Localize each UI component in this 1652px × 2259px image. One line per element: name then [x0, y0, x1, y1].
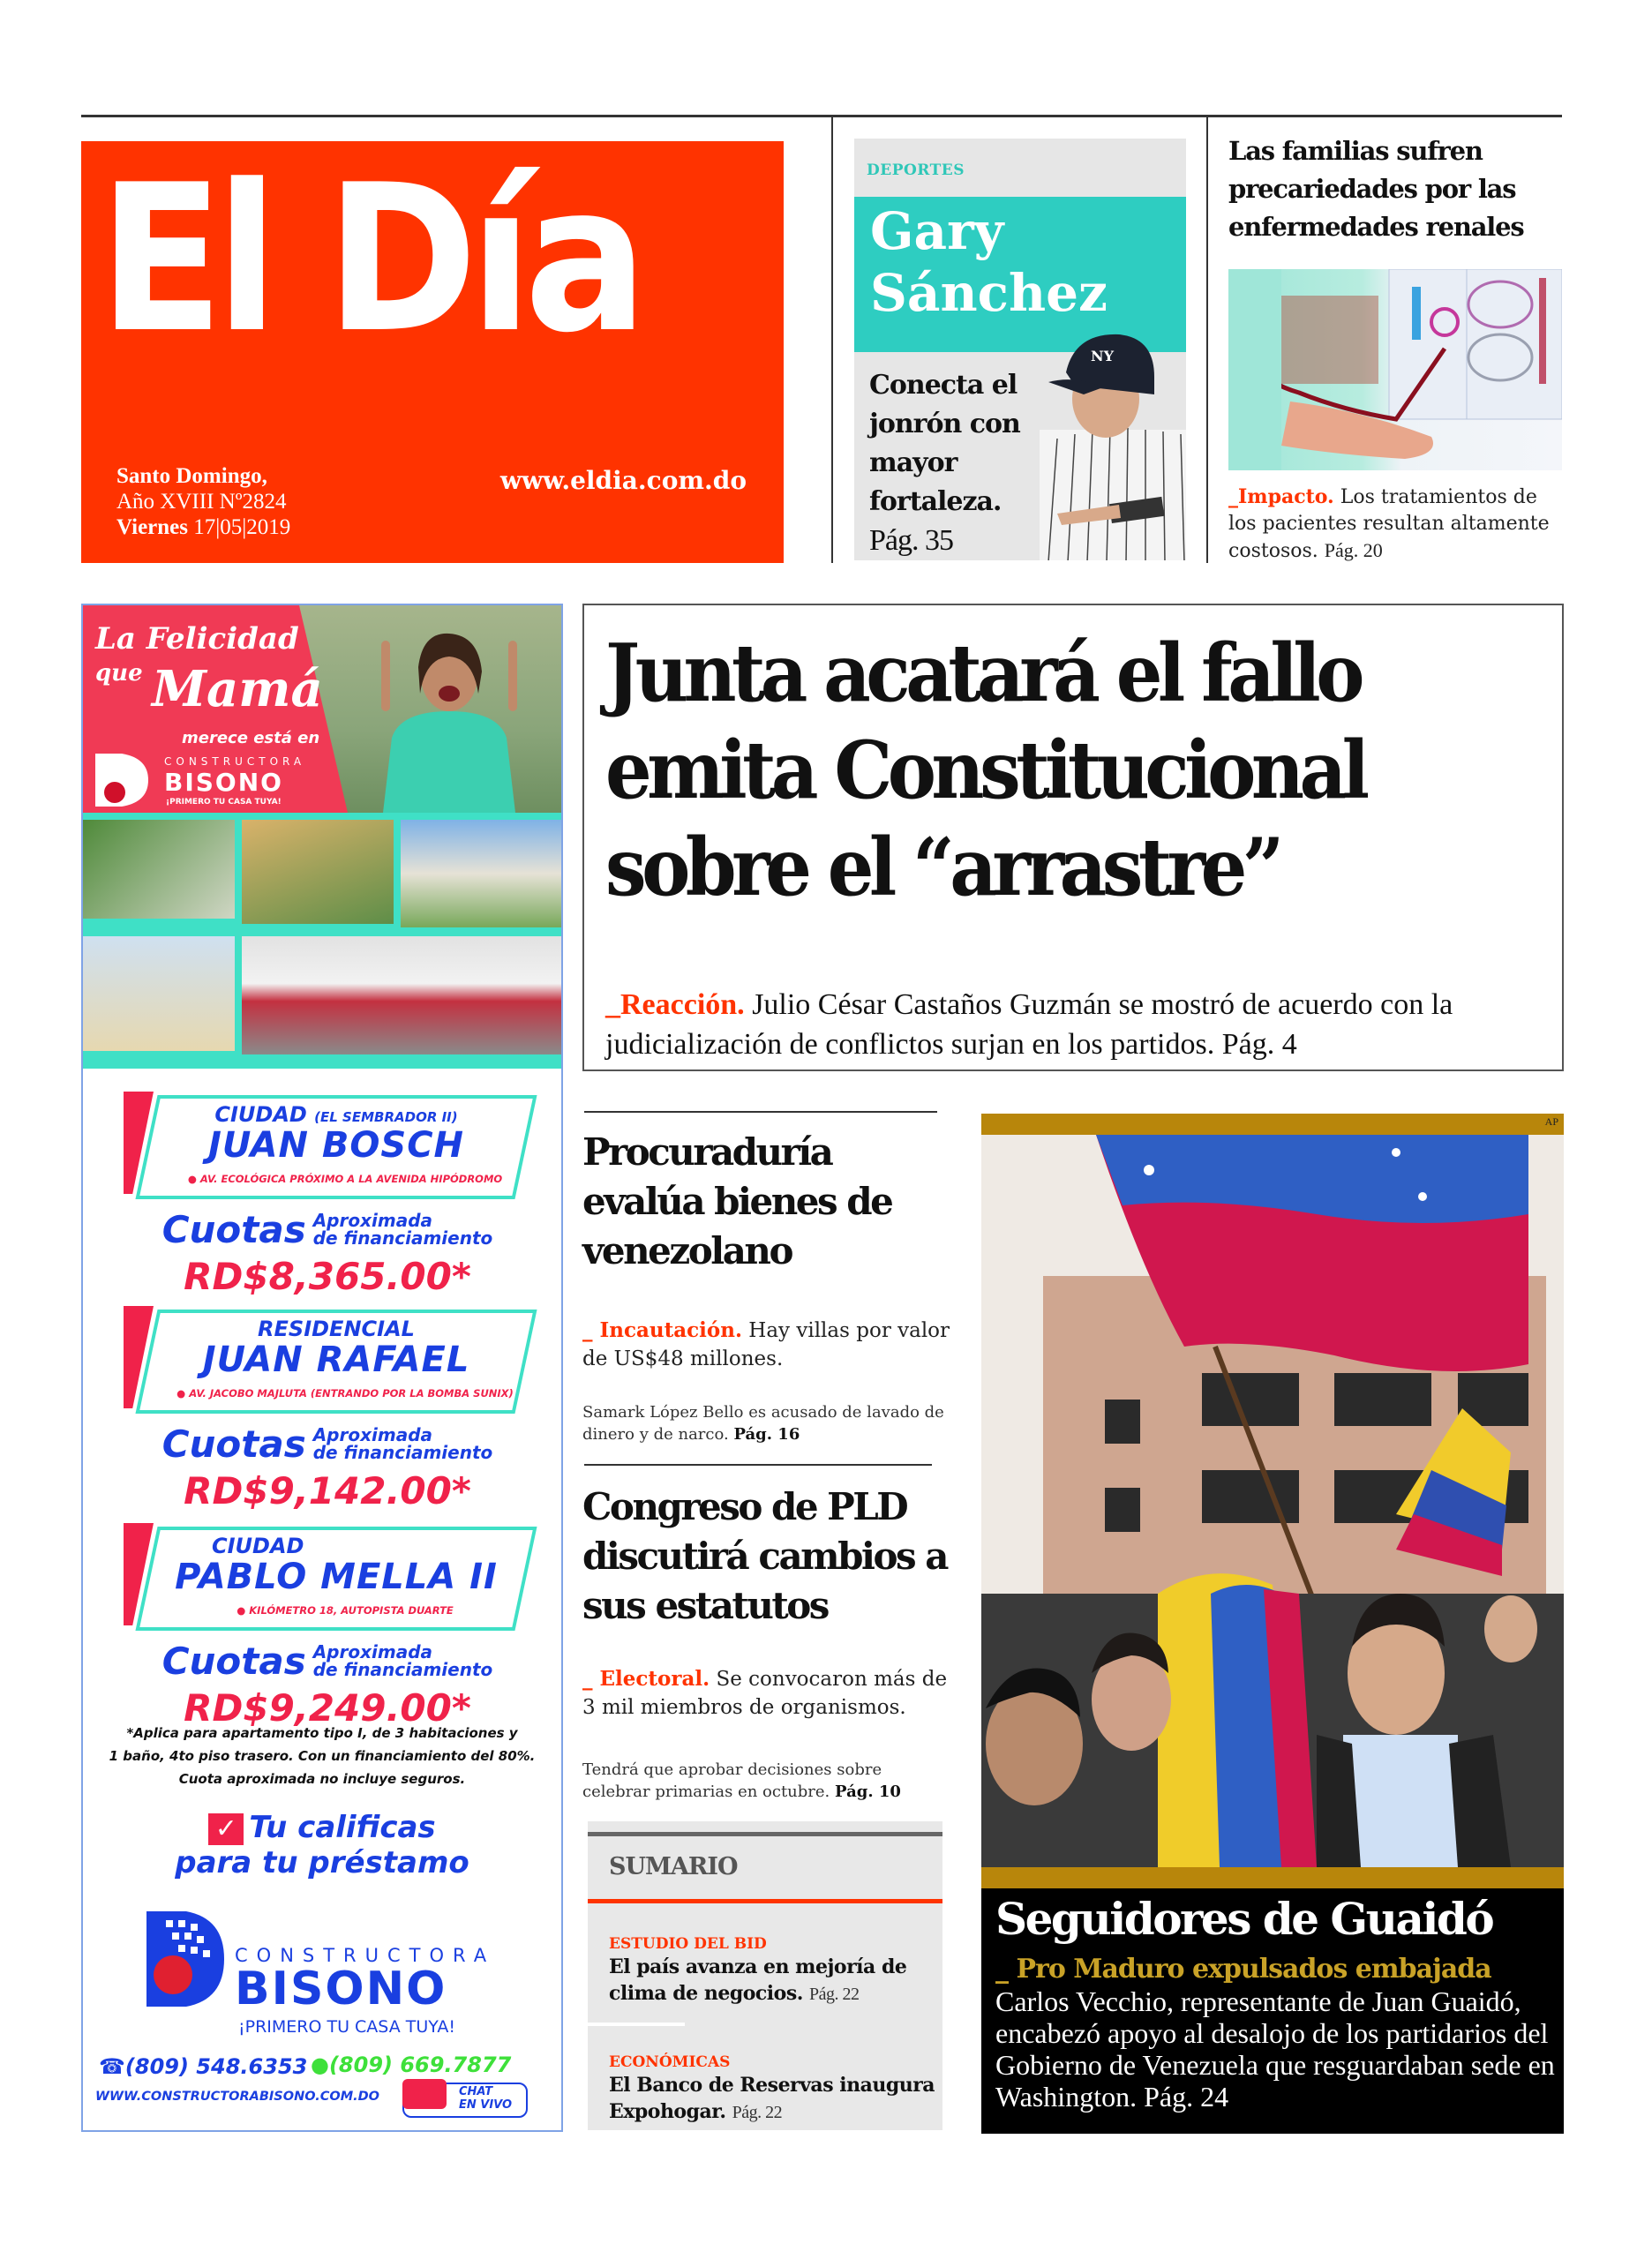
kicker-dash: _: [1228, 485, 1238, 508]
sumario-kicker: ESTUDIO DEL BID: [609, 1935, 767, 1953]
athlete-first-name: Gary: [870, 201, 1004, 261]
lead-summary: [605, 985, 1550, 1064]
photo-headline: Seguidores de Guaidó: [995, 1893, 1493, 1945]
ad-disclaimer: *Aplica para apartamento tipo I, de 3 habitaciones y 1 baño, 4to piso trasero. Con un financiamiento del 80%. Cuota aproximada no incluye seguros.: [109, 1725, 536, 1787]
project-address: ● AV. ECOLÓGICA PRÓXIMO A LA AVENIDA HIPÓDROMO: [187, 1173, 503, 1185]
sumario-box: [588, 1821, 942, 2130]
phone-icon: ☎: [99, 2054, 125, 2079]
advertisement-bisono[interactable]: [81, 604, 563, 2132]
kicker: Impacto.: [1238, 485, 1334, 508]
sumario-red-bar: [588, 1899, 942, 1903]
sumario-kicker: ECONÓMICAS: [609, 2053, 731, 2071]
ad-brand-name: BISONO: [235, 1963, 447, 2015]
kicker: Reacción.: [620, 988, 745, 1021]
ad-hero-mama: Mamá: [152, 660, 323, 718]
photo-credit: AP: [1544, 1115, 1558, 1128]
page-ref: Pág. 10: [835, 1782, 901, 1801]
story-body-procuraduria: Samark López Bello es acusado de lavado de dinero y de narco. Pág. 16: [582, 1403, 944, 1444]
photo-gold-bar: [981, 1867, 1564, 1888]
smiling-woman-photo: [374, 623, 524, 813]
sumario-headline: El país avanza en mejoría de clima de negocios. Pág. 22: [609, 1955, 907, 2005]
edition-number: Año XVIII Nº2824: [116, 490, 287, 514]
story-rule: [584, 1464, 932, 1466]
project-price: RD$9,249.00*: [184, 1686, 471, 1730]
cuotas-label: Cuotas Aproximada de financiamiento: [161, 1640, 493, 1683]
collage-photo-playground: [83, 936, 235, 1051]
edition-day: Viernes: [116, 515, 188, 539]
dialysis-photo: [1228, 269, 1562, 470]
photo-summary: Carlos Vecchio, representante de Juan Guaidó, encabezó apoyo al desalojo de los partidarios del Gobierno de Venezuela que resguardaban sede en Washington. Pág. 24: [995, 1985, 1555, 2113]
ad-hero: [83, 605, 561, 813]
sports-teaser[interactable]: [854, 139, 1186, 560]
top-rule: [81, 115, 1562, 117]
dialysis-illustration: [1228, 269, 1562, 470]
chat-en-vivo-button[interactable]: [402, 2083, 528, 2118]
project-name-box: [135, 1095, 537, 1199]
sumario-title: SUMARIO: [609, 1853, 738, 1880]
cuotas-label: Cuotas Aproximada de financiamiento: [161, 1208, 493, 1251]
section-label: DEPORTES: [867, 161, 965, 179]
collage-photo-church: [401, 820, 561, 927]
summary-text: Los tratamientos de los pacientes resultan altamente costosos.: [1228, 486, 1550, 562]
summary-text: Julio César Castaños Guzmán se mostró de acuerdo con la judicialización de conflictos surjan en los partidos.: [605, 988, 1453, 1061]
story-headline-procuraduria[interactable]: Procuraduría evalúa bienes de venezolano: [582, 1130, 892, 1272]
renal-summary: [1228, 484, 1564, 565]
project-name: JUAN BOSCH: [207, 1125, 465, 1166]
story-rule: [584, 1111, 937, 1113]
page-ref: Pág. 35: [869, 524, 953, 557]
photo-top-bar: [981, 1114, 1564, 1135]
project-type: CIUDAD (EL SEMBRADOR II): [214, 1102, 458, 1127]
photo-kicker: _ Pro Maduro expulsados embajada: [995, 1954, 1491, 1985]
project-name: JUAN RAFAEL: [202, 1340, 470, 1380]
project-name-box: [135, 1310, 537, 1414]
masthead: [81, 141, 784, 563]
ad-project: [129, 1527, 526, 1729]
ad-hero-slogan: ¡PRIMERO TU CASA TUYA!: [166, 798, 282, 807]
ad-project: [129, 1095, 526, 1297]
whatsapp-icon: ●: [311, 2053, 329, 2077]
sports-headline[interactable]: [869, 366, 1037, 560]
cuotas-label: Cuotas Aproximada de financiamiento: [161, 1422, 493, 1466]
chat-label: CHAT EN VIVO: [459, 2085, 513, 2112]
edition-info: [116, 463, 290, 540]
edition-date: 17|05|2019: [193, 515, 291, 539]
ad-phone[interactable]: ☎(809) 548.6353: [99, 2054, 308, 2079]
ad-photo-collage: [83, 813, 561, 1069]
baseball-player-photo: [1022, 324, 1186, 560]
athlete-last-name: Sánchez: [870, 263, 1108, 323]
kicker-dash: _: [605, 988, 620, 1021]
website-link[interactable]: www.eldia.com.do: [499, 466, 747, 495]
story-body-pld: Tendrá que aprobar decisiones sobre celebrar primarias en octubre. Pág. 10: [582, 1760, 901, 1801]
edition-city: Santo Domingo,: [116, 464, 267, 488]
renal-headline[interactable]: Las familias sufren precariedades por las enfermedades renales: [1228, 136, 1524, 242]
athlete-name: [870, 200, 1108, 324]
ad-hero-brand-name: BISONO: [164, 768, 283, 797]
collage-photo-water-tower: [242, 820, 394, 924]
column-divider: [831, 117, 833, 563]
project-type: CIUDAD: [212, 1534, 304, 1558]
project-name: PABLO MELLA II: [175, 1557, 498, 1597]
sumario-item[interactable]: [609, 1934, 935, 2008]
svg-text:NY: NY: [1091, 348, 1115, 364]
lead-story[interactable]: [582, 604, 1564, 1071]
project-price: RD$9,142.00*: [184, 1469, 471, 1512]
ad-hero-brand-top: CONSTRUCTORA: [164, 755, 306, 768]
chat-bubble-icon: [402, 2079, 447, 2109]
protest-photo: [981, 1135, 1564, 1867]
photo-story-guaido[interactable]: [981, 1114, 1564, 2134]
page-ref: Pág. 16: [733, 1425, 800, 1444]
collage-photo-park: [83, 820, 235, 919]
project-name-box: [135, 1527, 537, 1631]
ad-whatsapp[interactable]: ●(809) 669.7877: [311, 2053, 512, 2077]
ad-brand-top: CONSTRUCTORA: [235, 1945, 496, 1966]
lead-headline: Junta acatará el fallo emita Constitucional sobre el “arrastre”: [605, 627, 1365, 914]
ad-website-link[interactable]: WWW.CONSTRUCTORABISONO.COM.DO: [95, 2090, 379, 2104]
project-type: RESIDENCIAL: [258, 1317, 415, 1341]
sports-headline-text: Conecta el jonrón con mayor fortaleza.: [869, 370, 1020, 517]
ad-califica-slogan: ✓ Tu calificas para tu préstamo: [175, 1810, 469, 1880]
newspaper-logo[interactable]: El Día: [99, 142, 640, 378]
page-ref: Pág. 20: [1324, 539, 1383, 561]
ad-hero-que: que: [95, 660, 143, 687]
ad-slogan: ¡PRIMERO TU CASA TUYA!: [238, 2017, 455, 2037]
collage-photo-store: [242, 936, 561, 1054]
column-divider: [1206, 117, 1208, 563]
sumario-headline: El Banco de Reservas inaugura Expohogar. Pág. 22: [609, 2074, 935, 2123]
sumario-top-bar: [588, 1832, 942, 1836]
checkmark-icon: ✓: [208, 1813, 244, 1845]
bisono-logo-icon: [95, 754, 157, 807]
ad-hero-text: La Felicidad: [95, 621, 299, 657]
page-ref: Pág. 24: [1144, 2081, 1229, 2113]
bisono-logo-icon: [146, 1911, 226, 2007]
project-address: ● AV. JACOBO MAJLUTA (ENTRANDO POR LA BOMBA SUNIX): [176, 1387, 514, 1400]
page-ref: Pág. 4: [1221, 1028, 1297, 1061]
ad-hero-merece: merece está en: [182, 729, 320, 747]
story-kicker-pld: _ Electoral. Se convocaron más de 3 mil miembros de organismos.: [582, 1667, 948, 1719]
story-kicker-procuraduria: _ Incautación. Hay villas por valor de US$48 millones.: [582, 1318, 950, 1370]
project-price: RD$8,365.00*: [184, 1255, 471, 1298]
ad-project: [129, 1310, 526, 1512]
story-headline-pld[interactable]: Congreso de PLD discutirá cambios a sus estatutos: [582, 1485, 947, 1627]
sumario-separator: [588, 2023, 685, 2026]
project-address: ● KILÓMETRO 18, AUTOPISTA DUARTE: [237, 1604, 454, 1617]
sumario-item[interactable]: [609, 2053, 935, 2126]
